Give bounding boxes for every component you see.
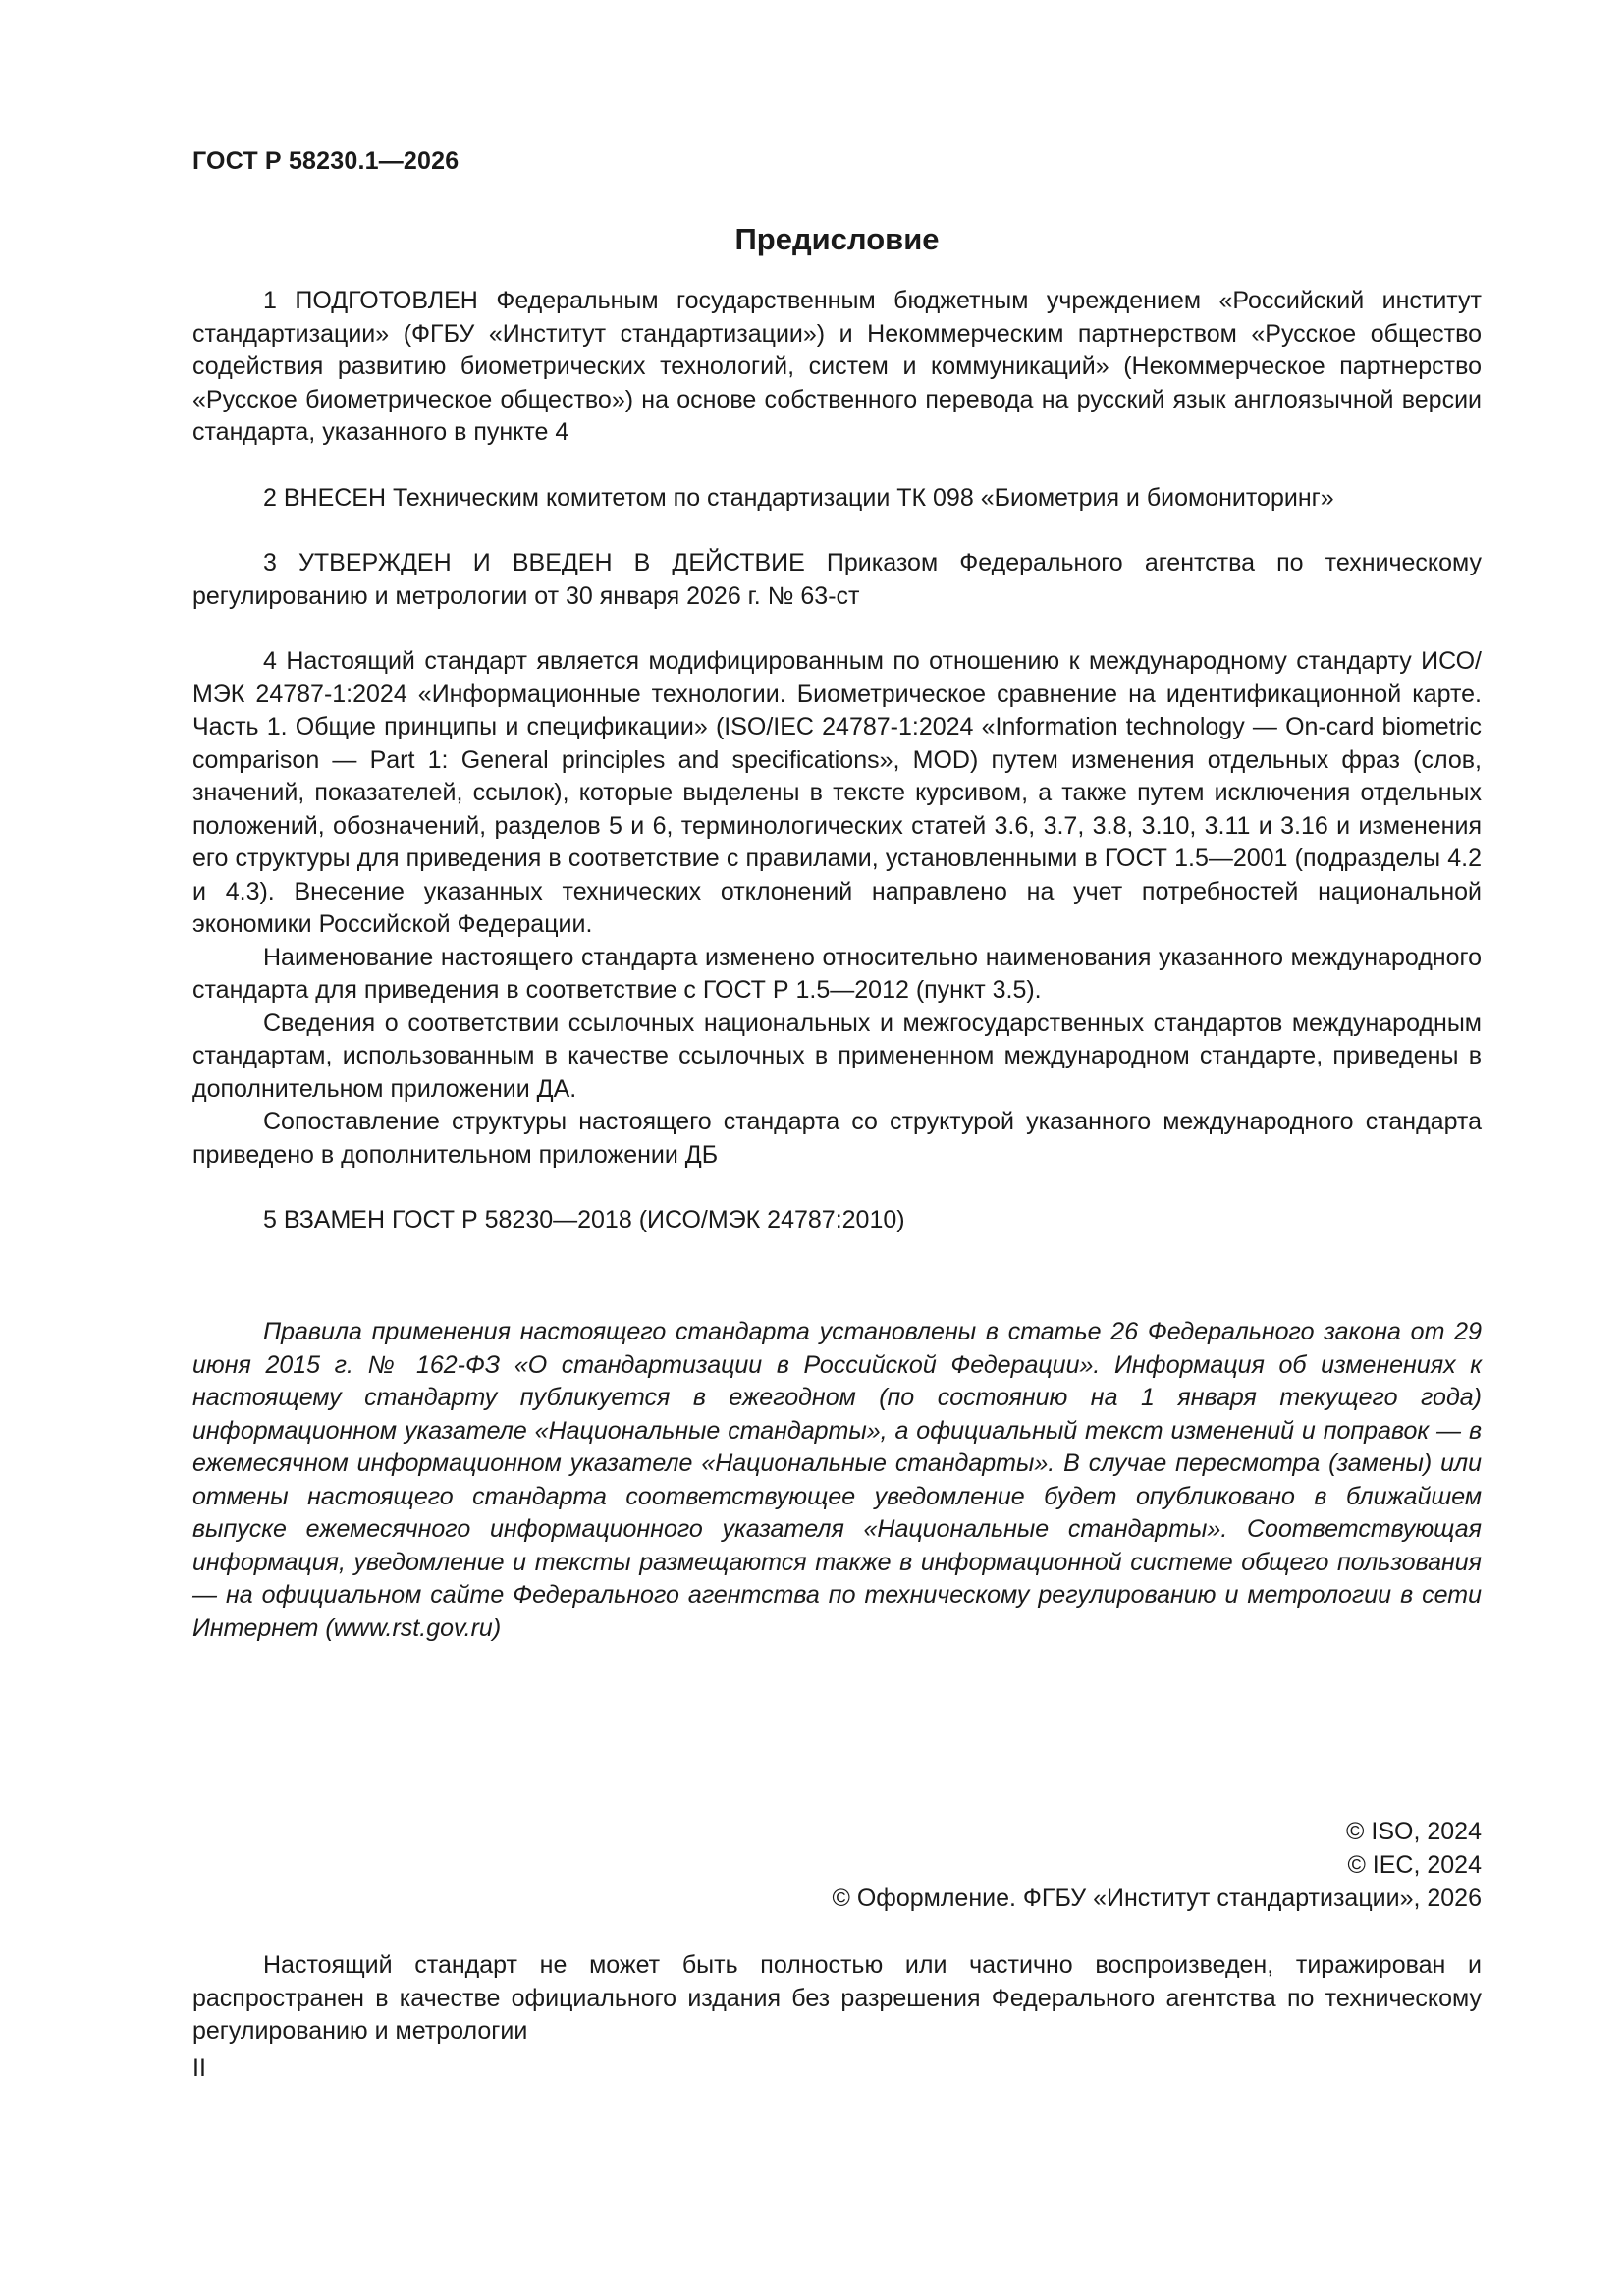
section-2-text: 2 ВНЕСЕН Техническим комитетом по стандартизации ТК 098 «Биометрия и биомониторинг»	[263, 483, 1334, 512]
copyright-iec: © IEC, 2024	[1347, 1851, 1482, 1879]
section-4-paragraph-3: Сведения о соответствии ссылочных национальных и межгосударственных стандартов международным стандартам, использованным в качестве ссылочных в примененном международном стандарте, приведены в дополнительном приложении ДА.	[192, 1009, 1482, 1103]
section-4-paragraph-4: Сопоставление структуры настоящего стандарта со структурой указанного международного стандарта приведено в дополнительном приложении ДБ	[192, 1108, 1482, 1169]
page-title: Предисловие	[734, 222, 940, 256]
section-1-text: 1 ПОДГОТОВЛЕН Федеральным государственным бюджетным учреждением «Российский институт стандартизации» (ФГБУ «Институт стандартизации») и Некоммерческим партнерством «Русское общество содействия развитию биометрических технологий, систем и коммуникаций» (Некоммерческое партнерство «Русское биометрическое общество») на основе собственного перевода на русский язык англоязычной версии стандарта, указанного в пункте 4	[192, 287, 1482, 446]
section-5-text: 5 ВЗАМЕН ГОСТ Р 58230—2018 (ИСО/МЭК 24787:2010)	[263, 1206, 905, 1233]
copyright-block	[832, 1815, 1482, 1915]
application-rules-notice	[192, 1316, 1482, 1645]
copyright-design: © Оформление. ФГБУ «Институт стандартизации», 2026	[832, 1885, 1482, 1912]
document-page	[192, 0, 1482, 2296]
restriction-text: Настоящий стандарт не может быть полностью или частично воспроизведен, тиражирован и распространен в качестве официального издания без разрешения Федерального агентства по техническому регулированию и метрологии	[192, 1951, 1482, 2045]
reproduction-restriction	[192, 1949, 1482, 2049]
copyright-iso: © ISO, 2024	[1346, 1818, 1482, 1845]
foreword-body	[192, 285, 1482, 1237]
notice-text: Правила применения настоящего стандарта установлены в статье 26 Федерального закона от 29 июня 2015 г. № 162-ФЗ «О стандартизации в Российской Федерации». Информация об изменениях к настоящему стандарту публикуется в ежегодном (по состоянию на 1 января текущего года) информационном указателе «Национальные стандарты», а официальный текст изменений и поправок — в ежемесячном информационном указателе «Национальные стандарты». В случае пересмотра (замены) или отмены настоящего стандарта соответствующее уведомление будет опубликовано в ближайшем выпуске ежемесячного информационного указателя «Национальные стандарты». Соответствующая информация, уведомление и тексты размещаются также в информационной системе общего пользования — на официальном сайте Федерального агентства по техническому регулированию и метрологии в сети Интернет (www.rst.gov.ru)	[192, 1318, 1482, 1642]
section-4-paragraph-2: Наименование настоящего стандарта изменено относительно наименования указанного международного стандарта для приведения в соответствие с ГОСТ Р 1.5—2012 (пункт 3.5).	[192, 943, 1482, 1004]
document-code-header: ГОСТ Р 58230.1—2026	[192, 147, 460, 175]
page-number: II	[192, 2054, 206, 2082]
section-3-text: 3 УТВЕРЖДЕН И ВВЕДЕН В ДЕЙСТВИЕ Приказом Федерального агентства по техническому регулированию и метрологии от 30 января 2026 г. № 63-ст	[192, 549, 1482, 610]
section-4-text: 4 Настоящий стандарт является модифицированным по отношению к международному стандарту ИСО/МЭК 24787-1:2024 «Информационные технологии. Биометрическое сравнение на идентификационной карте. Часть 1. Общие принципы и спецификации» (ISO/IEC 24787-1:2024 «Information technology — On-card biometric comparison — Part 1: General principles and specifications», MOD) путем изменения отдельных фраз (слов, значений, показателей, ссылок), которые выделены в тексте курсивом, а также путем исключения отдельных положений, обозначений, разделов 5 и 6, терминологических статей 3.6, 3.7, 3.8, 3.10, 3.11 и 3.16 и изменения его структуры для приведения в соответствие с правилами, установленными в ГОСТ 1.5—2001 (подразделы 4.2 и 4.3). Внесение указанных технических отклонений направлено на учет потребностей национальной экономики Российской Федерации.	[192, 647, 1482, 938]
